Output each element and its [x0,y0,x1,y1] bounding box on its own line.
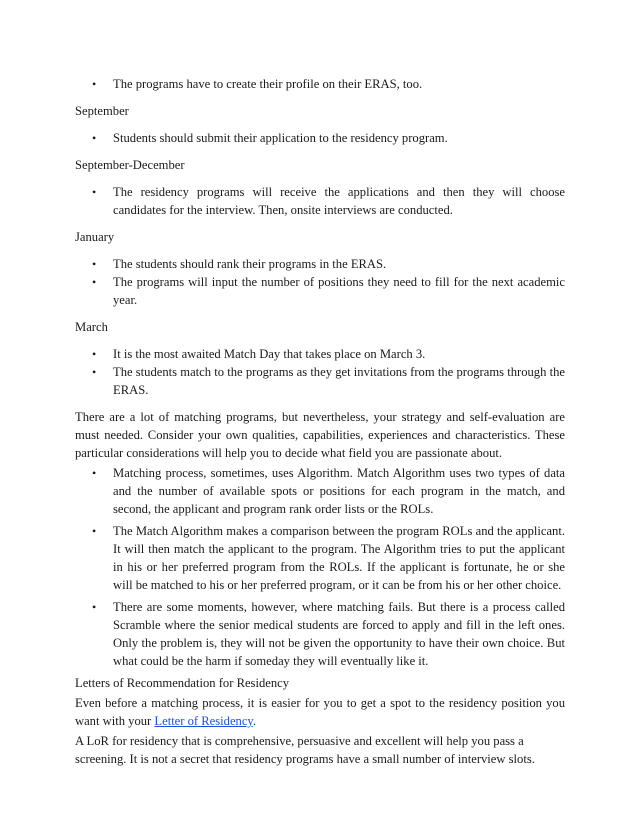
section-heading-september: September [75,104,129,118]
section-heading-september-december: September-December [75,158,185,172]
bullet-icon: • [92,365,97,379]
bullet-icon: • [92,185,97,199]
bullet-icon: • [92,77,97,91]
final-paragraph: A LoR for residency that is comprehensive, persuasive and excellent will help you pass a screening. It is not a secret that residency programs have a small number of interview slots. [75,734,535,766]
list-item: • The residency programs will receive the applications and then they will choose candidates for the interview. Then, onsite interviews are conducted. [92,185,565,217]
january-bullet-list [75,255,565,309]
section-heading-march: March [75,320,108,334]
bullet-icon: • [92,347,97,361]
bullet-icon: • [92,600,97,614]
bullet-icon: • [92,131,97,145]
list-item: • Students should submit their application to the residency program. [92,131,448,145]
document-body [75,75,565,770]
september-december-bullet-list [75,183,565,219]
intro-bullet-list [75,75,565,93]
list-item: • The Match Algorithm makes a comparison between the program ROLs and the applicant. It will then match the applicant to the program. The Algorithm tries to put the applicant in his or her preferred program from the ROLs. If the applicant is fortunate, he or she will be matched to his or her preferred program, or it can be from his or her other choice. [92,524,565,592]
list-item: • Matching process, sometimes, uses Algorithm. Match Algorithm uses two types of data and the number of available spots or positions for each program in the match, and second, the applicant and program rank order lists or the ROLs. [92,466,565,516]
lor-heading: Letters of Recommendation for Residency [75,676,290,690]
matching-paragraph: There are a lot of matching programs, but nevertheless, your strategy and self-evaluation are must needed. Consider your own qualities, capabilities, experiences and characteristics. These particular considerations will help you to decide what field you are passionate about. [75,410,565,460]
list-item: • There are some moments, however, where matching fails. But there is a process called Scramble where the senior medical students are forced to apply and fill in the left ones. Only the problem is, they will not be given the opportunity to have their own choice. But what could be the harm if someday they will eventually like it. [92,600,565,668]
lor-paragraph: Even before a matching process, it is easier for you to get a spot to the residency position you want with your Letter of Residency. [75,696,565,728]
letter-of-residency-link[interactable]: Letter of Residency [154,714,253,728]
list-item: • The students should rank their programs in the ERAS. [92,257,387,271]
bullet-icon: • [92,524,97,538]
list-item: • The programs will input the number of positions they need to fill for the next academic year. [92,275,565,307]
bullet-icon: • [92,257,97,271]
september-bullet-list [75,129,565,147]
list-item: • The programs have to create their profile on their ERAS, too. [92,77,423,91]
march-bullet-list [75,345,565,399]
list-item: • It is the most awaited Match Day that takes place on March 3. [92,347,426,361]
bullet-icon: • [92,275,97,289]
list-item: • The students match to the programs as they get invitations from the programs through the ERAS. [92,365,565,397]
bullet-icon: • [92,466,97,480]
matching-bullet-list [75,464,565,670]
section-heading-january: January [75,230,115,244]
